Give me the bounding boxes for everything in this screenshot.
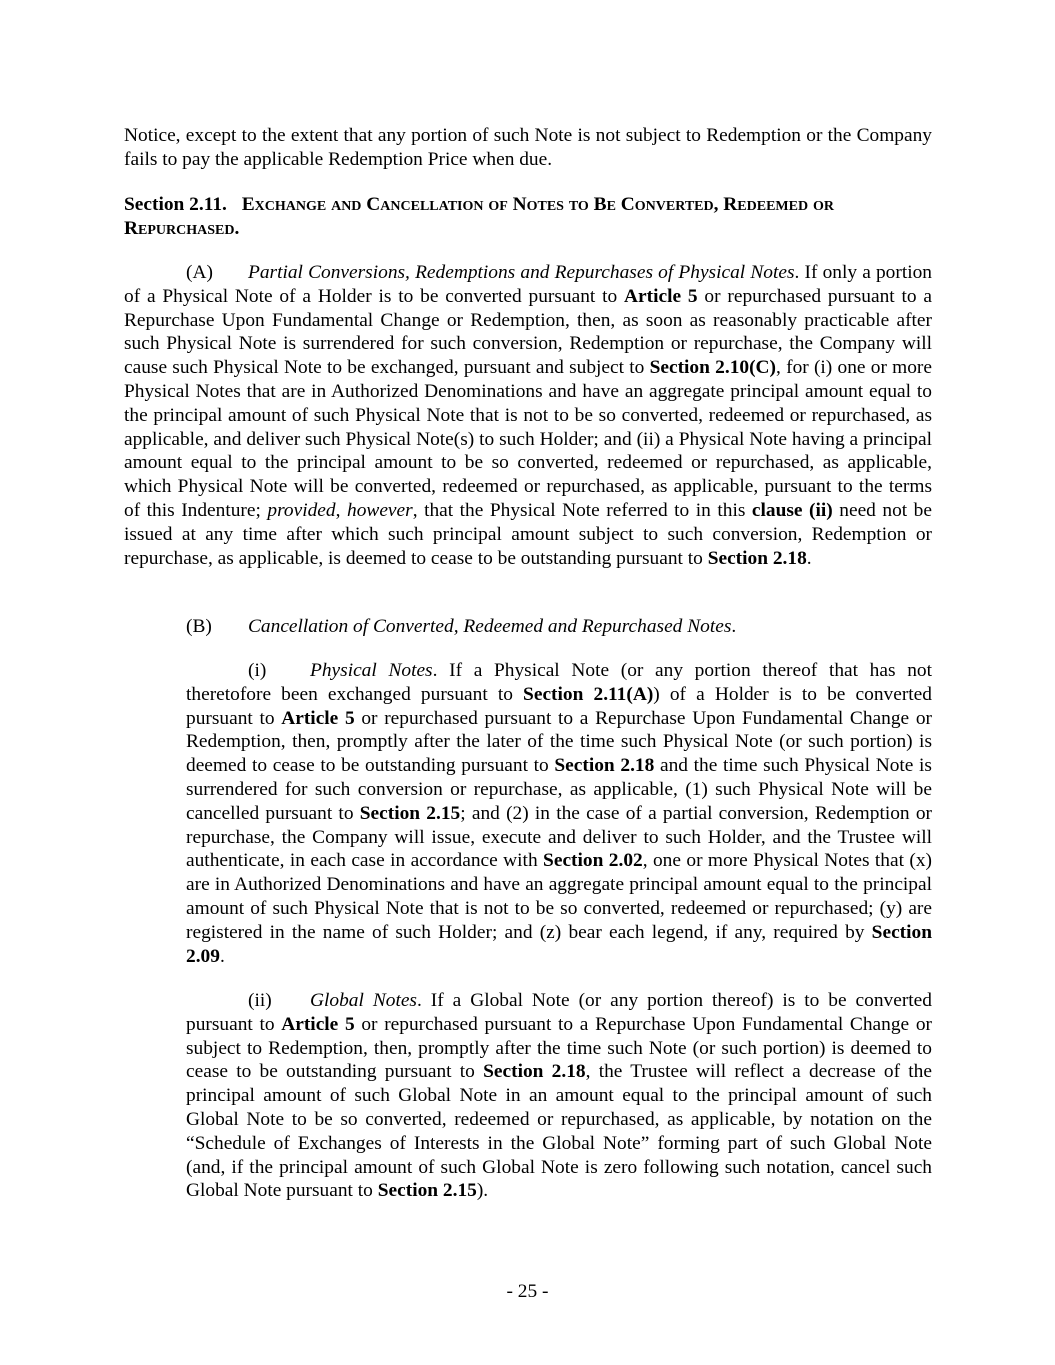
proviso-term: however: [347, 499, 413, 521]
continued-paragraph: [124, 124, 932, 172]
paragraph-b-ii-text: or repurchased pursuant to a Repurchase Upon Fundamental Change or subject to Redemption, then, promptly after the time such Note (or such portion) is deemed to cease to be outstanding pursuant to: [186, 1013, 932, 1083]
paragraph-b-text: .: [731, 616, 737, 637]
cross-reference: Section 2.18: [483, 1061, 586, 1083]
paragraph-b-ii-title: Global Notes: [310, 990, 417, 1011]
paragraph-a-text: .: [806, 547, 812, 569]
paragraph-b-i-text: ; and (2) in the case of a partial conversion, Redemption or repurchase, the Company will issue, execute and deliver to such Holder, and the Trustee will authenticate, in each case in accordance with: [186, 802, 933, 872]
paragraph-b-i-label: (i): [248, 660, 267, 681]
cross-reference: Section 2.15: [377, 1180, 477, 1202]
page-number: - 25 -: [506, 1281, 549, 1302]
paragraph-b-i-text: .: [219, 945, 225, 967]
section-heading: [124, 193, 932, 241]
cross-reference: Article 5: [281, 707, 355, 729]
proviso-term: provided: [267, 499, 336, 521]
cross-reference: clause (ii): [751, 499, 833, 521]
cross-reference: Section 2.15: [359, 802, 461, 824]
paragraph-b-i: [186, 659, 932, 968]
cross-reference: Section 2.02: [543, 850, 643, 872]
paragraph-b-i-text: . If a Physical Note (or any portion thereof that has not theretofore been exchanged pursuant to: [186, 660, 932, 705]
paragraph-a-label: (A): [186, 262, 213, 283]
paragraph-a-text: or repurchased pursuant to a Repurchase Upon Fundamental Change or Redemption, then, as soon as reasonably practicable after such Physical Note is surrendered for such conversion, Redemption or repurchase, the Company will cause such Physical Note to be exchanged, pursuant and subject to: [124, 285, 932, 379]
cross-reference: Section 2.18: [554, 755, 655, 777]
paragraph-b-ii-label: (ii): [248, 990, 272, 1011]
continued-paragraph-text: Notice, except to the extent that any portion of such Note is not subject to Redemption or the Company fails to pay the applicable Redemption Price when due.: [124, 125, 932, 170]
paragraph-b-i-title: Physical Notes: [310, 660, 433, 681]
paragraph-b-i-text: or repurchased pursuant to a Repurchase Upon Fundamental Change or Redemption, then, promptly after the later of the time such Physical Note (or such portion) is deemed to cease to be outstanding pursuant to: [186, 707, 932, 777]
cross-reference: Section 2.11(A): [523, 683, 654, 705]
paragraph-b-ii: [186, 989, 932, 1203]
paragraph-a-text: need not be issued at any time after which such principal amount subject to such conversion, Redemption or repurchase, as applicable, is deemed to cease to be outstanding pursuant to: [124, 499, 932, 569]
cross-reference: Article 5: [624, 285, 698, 307]
paragraph-b-title: Cancellation of Converted, Redeemed and Repurchased Notes: [248, 616, 732, 637]
paragraph-a-title: Partial Conversions, Redemptions and Repurchases of Physical Notes: [248, 262, 795, 283]
paragraph-b-ii-text: ).: [476, 1180, 489, 1202]
cross-reference: Section 2.18: [707, 547, 807, 569]
paragraph-b-ii-text: . If a Global Note (or any portion thereof) is to be converted pursuant to: [186, 990, 932, 1035]
cross-reference: Article 5: [281, 1013, 355, 1035]
paragraph-b-label: (B): [186, 616, 212, 637]
paragraph-a-text: ,: [335, 499, 347, 521]
cross-reference: Section 2.10(C): [649, 357, 777, 379]
paragraph-b: [186, 615, 932, 639]
paragraph-a-text: , that the Physical Note referred to in this: [412, 499, 752, 521]
paragraph-a-text: , for (i) one or more Physical Notes that are in Authorized Denominations and have an aggregate principal amount equal to the principal amount of such Physical Note that is not to be so converted, redeemed or repurchased, as applicable, and deliver such Physical Note(s) to such Holder; and (ii) a Physical Note having a principal amount equal to the principal amount to be so converted, redeemed or repurchased, as applicable, which Physical Note will be converted, redeemed or repurchased, as applicable, pursuant to the terms of this Indenture;: [124, 357, 932, 521]
section-title: Exchange and Cancellation of Notes to Be Converted, Redeemed or Repurchased.: [124, 194, 834, 239]
paragraph-b-i-text: , one or more Physical Notes that (x) are in Authorized Denominations and have an aggregate principal amount equal to the principal amount of such Physical Note that is not to be so converted, redeemed or repurchased; (y) are registered in the name of such Holder; and (z) bear each legend, if any, required by: [186, 850, 933, 943]
paragraph-b-ii-text: , the Trustee will reflect a decrease of the principal amount of such Global Note in an amount equal to the principal amount of such Global Note to be so converted, redeemed or repurchased, as applicable, by notation on the “Schedule of Exchanges of Interests in the Global Note” forming part of such Global Note (and, if the principal amount of such Global Note is zero following such notation, cancel such Global Note pursuant to: [186, 1061, 932, 1202]
paragraph-a-text: . If only a portion of a Physical Note of a Holder is to be converted pursuant to: [124, 262, 932, 307]
section-number: Section 2.11.: [124, 194, 227, 215]
paragraph-b-i-text: and the time such Physical Note is surrendered for such conversion or repurchase, as applicable, (1) such Physical Note will be cancelled pursuant to: [186, 755, 932, 824]
paragraph-b-i-text: ) of a Holder is to be converted pursuant to: [186, 683, 932, 729]
cross-reference: Section 2.09: [186, 921, 932, 967]
paragraph-a: [124, 261, 932, 570]
